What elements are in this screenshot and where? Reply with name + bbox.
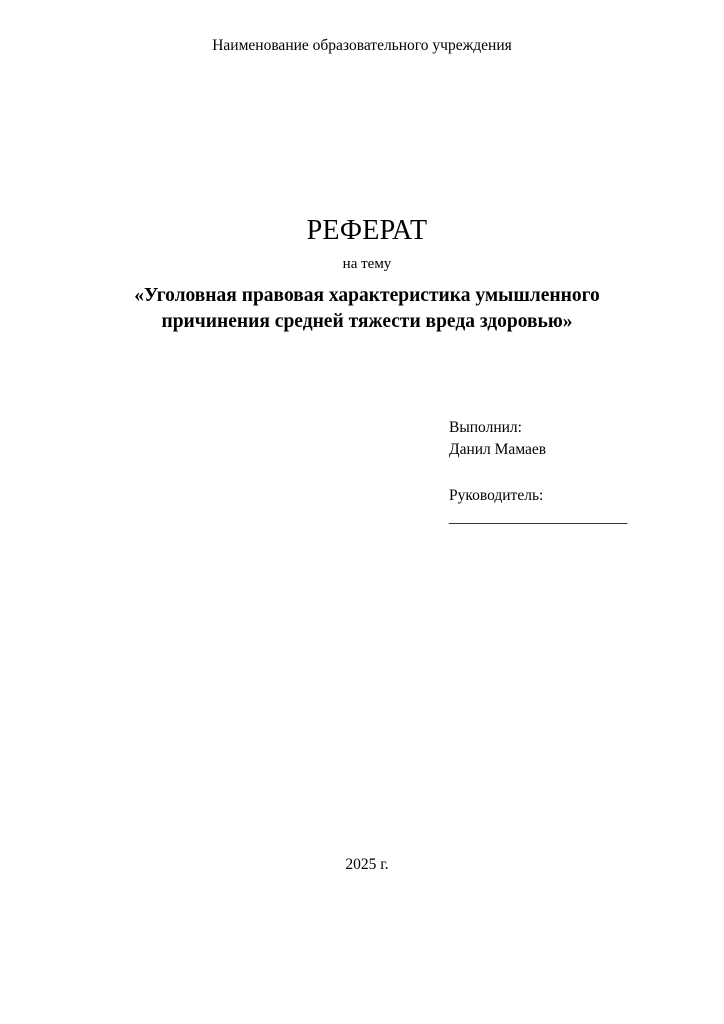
document-year: 2025 г. bbox=[345, 856, 389, 873]
supervisor-blank-line: _______________________ bbox=[449, 508, 628, 526]
topic-title-line-1: «Уголовная правовая характеристика умышленного bbox=[134, 285, 600, 306]
supervisor-label: Руководитель: bbox=[449, 487, 544, 504]
performer-name: Данил Мамаев bbox=[449, 440, 547, 458]
topic-title bbox=[40, 283, 694, 335]
performed-by-label: Выполнил: bbox=[449, 419, 522, 436]
signature-block bbox=[449, 417, 669, 528]
topic-intro: на тему bbox=[342, 256, 392, 272]
institution-name: Наименование образовательного учреждения bbox=[212, 37, 512, 54]
topic-title-line-2: причинения средней тяжести вреда здоровью» bbox=[161, 311, 573, 332]
spacer bbox=[449, 460, 669, 485]
document-type-heading: РЕФЕРАТ bbox=[306, 215, 428, 246]
